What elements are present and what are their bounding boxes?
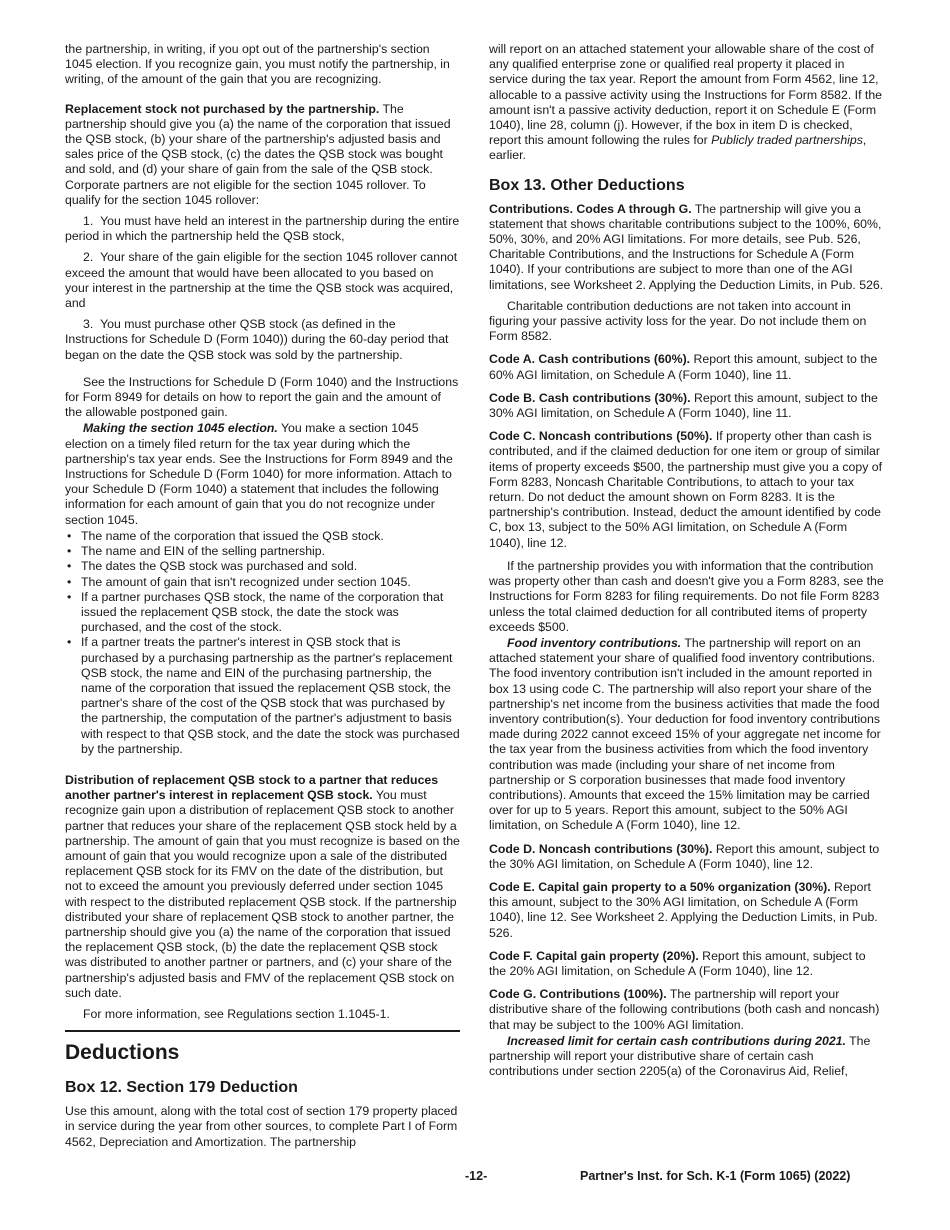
contributions-paragraph — [489, 202, 884, 293]
code-g-heading: Code G. Contributions (100%). — [489, 987, 667, 1002]
list-item: • The name and EIN of the selling partnership. — [65, 544, 460, 559]
code-d-heading: Code D. Noncash contributions (30%). — [489, 841, 713, 856]
code-a-body: Report this amount, subject to the 60% AGI limitation, on Schedule A (Form 1040), line 11. — [489, 352, 878, 382]
making-election-heading: Making the section 1045 election. — [83, 421, 278, 436]
code-d-paragraph — [489, 842, 884, 872]
code-e-paragraph — [489, 880, 884, 941]
code-b-heading: Code B. Cash contributions (30%). — [489, 390, 691, 405]
continuation-text: will report on an attached statement your allowable share of the cost of any qualified enterprise zone or qualified real property it placed in service during the tax year. Report the amount from Form 4562, line 12, allocable to a passive activity using the Instructions for Form 8582. If the amount isn't a passive activity deduction, report it on Schedule E (Form 1040), line 28, column (j). However, if the box in item D is checked, report this amount following the rules for — [489, 42, 883, 148]
food-inventory-paragraph — [489, 636, 884, 834]
food-inventory-body: The partnership will report on an attached statement your share of qualified food inventory contributions. The food inventory contribution isn't included in the amount reported in box 13 using code C. The partnership will also report your share of the partnership's net income from the business activities that made the food inventory contribution(s). Your deduction for food inventory contributions made during 2022 cannot exceed 15% of your aggregate net income for the tax year from the business activities from which the food inventory contribution was made (including your share of net income from partnership or S corporation businesses that made food inventory contributions). Amounts that exceed the 15% limitation may be carried over for up to 5 years. Report this amount, subject to the 50% AGI limitation, on Schedule A (Form 1040), line 12. — [489, 635, 881, 833]
code-a-heading: Code A. Cash contributions (60%). — [489, 352, 691, 367]
right-column — [489, 42, 884, 1085]
if-partnership-paragraph: If the partnership provides you with information that the contribution was property other than cash and doesn't give you a Form 8283, see the Instructions for Form 8283 for filing requirements. Do not file Form 8283 unless the total claimed deduction for all contributed items of property exceeds $500. — [489, 558, 884, 634]
more-info-paragraph: For more information, see Regulations section 1.1045-1. — [83, 1006, 390, 1021]
code-g-body: The partnership will report your distributive share of the following contributions (both cash and noncash) that may be subject to the 100% AGI limitation. — [489, 987, 880, 1032]
code-e-heading: Code E. Capital gain property to a 50% organization (30%). — [489, 879, 831, 894]
list-item: • The name of the corporation that issued the QSB stock. — [65, 529, 460, 544]
election-info-list — [65, 529, 460, 757]
code-d-body: Report this amount, subject to the 30% AGI limitation, on Schedule A (Form 1040), line 12. — [489, 841, 880, 871]
increased-limit-paragraph — [489, 1034, 884, 1080]
contributions-heading: Contributions. Codes A through G. — [489, 201, 692, 216]
box12-body: Use this amount, along with the total cost of section 179 property placed in service during the year from other sources, to complete Part I of Form 4562, Depreciation and Amortization. The partnership — [65, 1104, 458, 1149]
food-inventory-heading: Food inventory contributions. — [507, 635, 682, 650]
page-number: -12- — [465, 1169, 488, 1183]
code-b-body: Report this amount, subject to the 30% AGI limitation, on Schedule A (Form 1040), line 11. — [489, 390, 878, 421]
replacement-stock-body: The partnership should give you (a) the name of the corporation that issued the QSB stock, (b) your share of the partnership's adjusted basis and sales price of the QSB stock, (c) the dates the QSB stock was bought and sold, and (d) your share of gain from the sale of the QSB stock. Corporate partners are not eligible for the section 1045 rollover. To qualify for the section 1045 rollover: — [65, 101, 451, 207]
charitable-note: Charitable contribution deductions are not taken into account in figuring your passive activity loss for the year. Do not include them on Form 8582. — [489, 298, 867, 344]
contributions-body: The partnership will give you a statement that shows charitable contributions subject to the 100%, 60%, 50%, 30%, and 20% AGI limitations. For more details, see Pub. 526, Charitable Contributions, and the Instructions for Schedule A (Form 1040). If your contributions are subject to more than one of the AGI limitations, see Worksheet 2. Applying the Deduction Limits, in Pub. 526. — [489, 201, 884, 292]
distribution-heading: Distribution of replacement QSB stock to a partner that reduces another partner's interest in replacement QSB stock. — [65, 772, 439, 803]
code-f-heading: Code F. Capital gain property (20%). — [489, 948, 699, 963]
document-title: Partner's Inst. for Sch. K-1 (Form 1065) (2022) — [580, 1169, 851, 1183]
list-item: • If a partner purchases QSB stock, the name of the corporation that issued the replacement QSB stock, the date the stock was purchased, and the cost of the stock. — [65, 590, 460, 636]
making-election-paragraph — [65, 421, 460, 527]
section-divider — [65, 1030, 460, 1032]
code-f-body: Report this amount, subject to the 20% AGI limitation, on Schedule A (Form 1040), line 12. — [489, 948, 866, 978]
increased-limit-body: The partnership will report your distributive share of certain cash contributions under section 2205(a) of the Coronavirus Aid, Relief, — [489, 1033, 871, 1079]
list-item: • The dates the QSB stock was purchased and sold. — [65, 559, 460, 574]
requirement-item: 3. You must purchase other QSB stock (as defined in the Instructions for Schedule D (Form 1040)) during the 60-day period that began on the date the QSB stock was sold by the partnership. — [65, 317, 449, 362]
publicly-traded-reference: Publicly traded partnerships — [711, 133, 863, 148]
code-c-heading: Code C. Noncash contributions (50%). — [489, 429, 713, 444]
list-item: • The amount of gain that isn't recognized under section 1045. — [65, 575, 460, 590]
left-column — [65, 42, 460, 1156]
see-instructions-paragraph: See the Instructions for Schedule D (Form 1040) and the Instructions for Form 8949 for details on how to report the gain and the amount of the allowable postponed gain. — [65, 374, 459, 420]
box12-heading: Box 12. Section 179 Deduction — [65, 1079, 298, 1097]
code-a-paragraph — [489, 352, 884, 382]
requirement-item: 1. You must have held an interest in the partnership during the entire period in which the partnership held the QSB stock, — [65, 214, 460, 244]
code-c-body: If property other than cash is contributed, and if the claimed deduction for one item or group of similar items of property exceeds $500, the partnership must give you a copy of Form 8283, Noncash Charitable Contributions, to attach to your tax return. Do not deduct the amount shown on Form 8283. It is the partnership's contribution. Instead, deduct the amount identified by code C, box 13, subject to the 50% AGI limitation, on Schedule A (Form 1040), line 12. — [489, 429, 883, 550]
deductions-heading: Deductions — [65, 1041, 180, 1065]
replacement-stock-paragraph — [65, 102, 460, 208]
distribution-body: You must recognize gain upon a distribution of replacement QSB stock to another partner that reduces your share of the replacement QSB stock held by a partnership. The amount of gain that you must recognize is based on the amount of gain that you would recognize upon a sale of the distributed replacement QSB stock for its FMV on the date of the distribution, but not to exceed the amount you previously deferred under section 1045 with respect to the distributed replacement QSB stock. If the partnership distributed your share of replacement QSB stock to another partner, the partnership should give you (a) the name of the corporation that issued the replacement QSB stock, (b) the date the replacement QSB stock was distributed to another partner or partners, and (c) your share of the partnership's adjusted basis and FMV of the replacement QSB stock on such date. — [65, 788, 460, 1000]
increased-limit-heading: Increased limit for certain cash contributions during 2021. — [507, 1033, 846, 1048]
box13-heading: Box 13. Other Deductions — [489, 176, 685, 194]
box12-continuation — [489, 42, 884, 164]
code-b-paragraph — [489, 391, 884, 421]
list-item: • If a partner treats the partner's interest in QSB stock that is purchased by a purchasing partnership as the partner's replacement QSB stock, the name and EIN of the purchasing partnership, the name of the corporation that issued the replacement QSB stock, the partner's share of the cost of the QSB stock that was purchased by the partnership, the computation of the partner's adjustment to basis with respect to that QSB stock, and the date the stock was purchased by the partnership. — [65, 635, 460, 757]
requirement-item: 2. Your share of the gain eligible for the section 1045 rollover cannot exceed the amount that would have been allocated to you based on your interest in the partnership at the time the QSB stock was acquired, and — [65, 250, 458, 311]
continuation-end: , earlier. — [489, 133, 867, 163]
making-election-body: You make a section 1045 election on a timely filed return for the tax year during which the partnership's tax year ends. See the Instructions for Form 8949 and the Instructions for Schedule D (Form 1040) for more information. Attach to your Schedule D (Form 1040) a statement that includes the following information for each amount of gain that you do not recognize under section 1045. — [65, 421, 453, 527]
code-g-paragraph — [489, 987, 884, 1033]
code-f-paragraph — [489, 949, 884, 979]
code-c-paragraph — [489, 429, 884, 551]
code-e-body: Report this amount, subject to the 30% AGI limitation, on Schedule A (Form 1040), line 12. See Worksheet 2. Applying the Deduction Limits, in Pub. 526. — [489, 879, 878, 940]
distribution-paragraph — [65, 773, 460, 1001]
replacement-stock-heading: Replacement stock not purchased by the partnership. — [65, 101, 380, 116]
opt-out-paragraph: the partnership, in writing, if you opt out of the partnership's section 1045 election. If you recognize gain, you must notify the partnership, in writing, of the amount of the gain that you are recognizing. — [65, 42, 450, 87]
